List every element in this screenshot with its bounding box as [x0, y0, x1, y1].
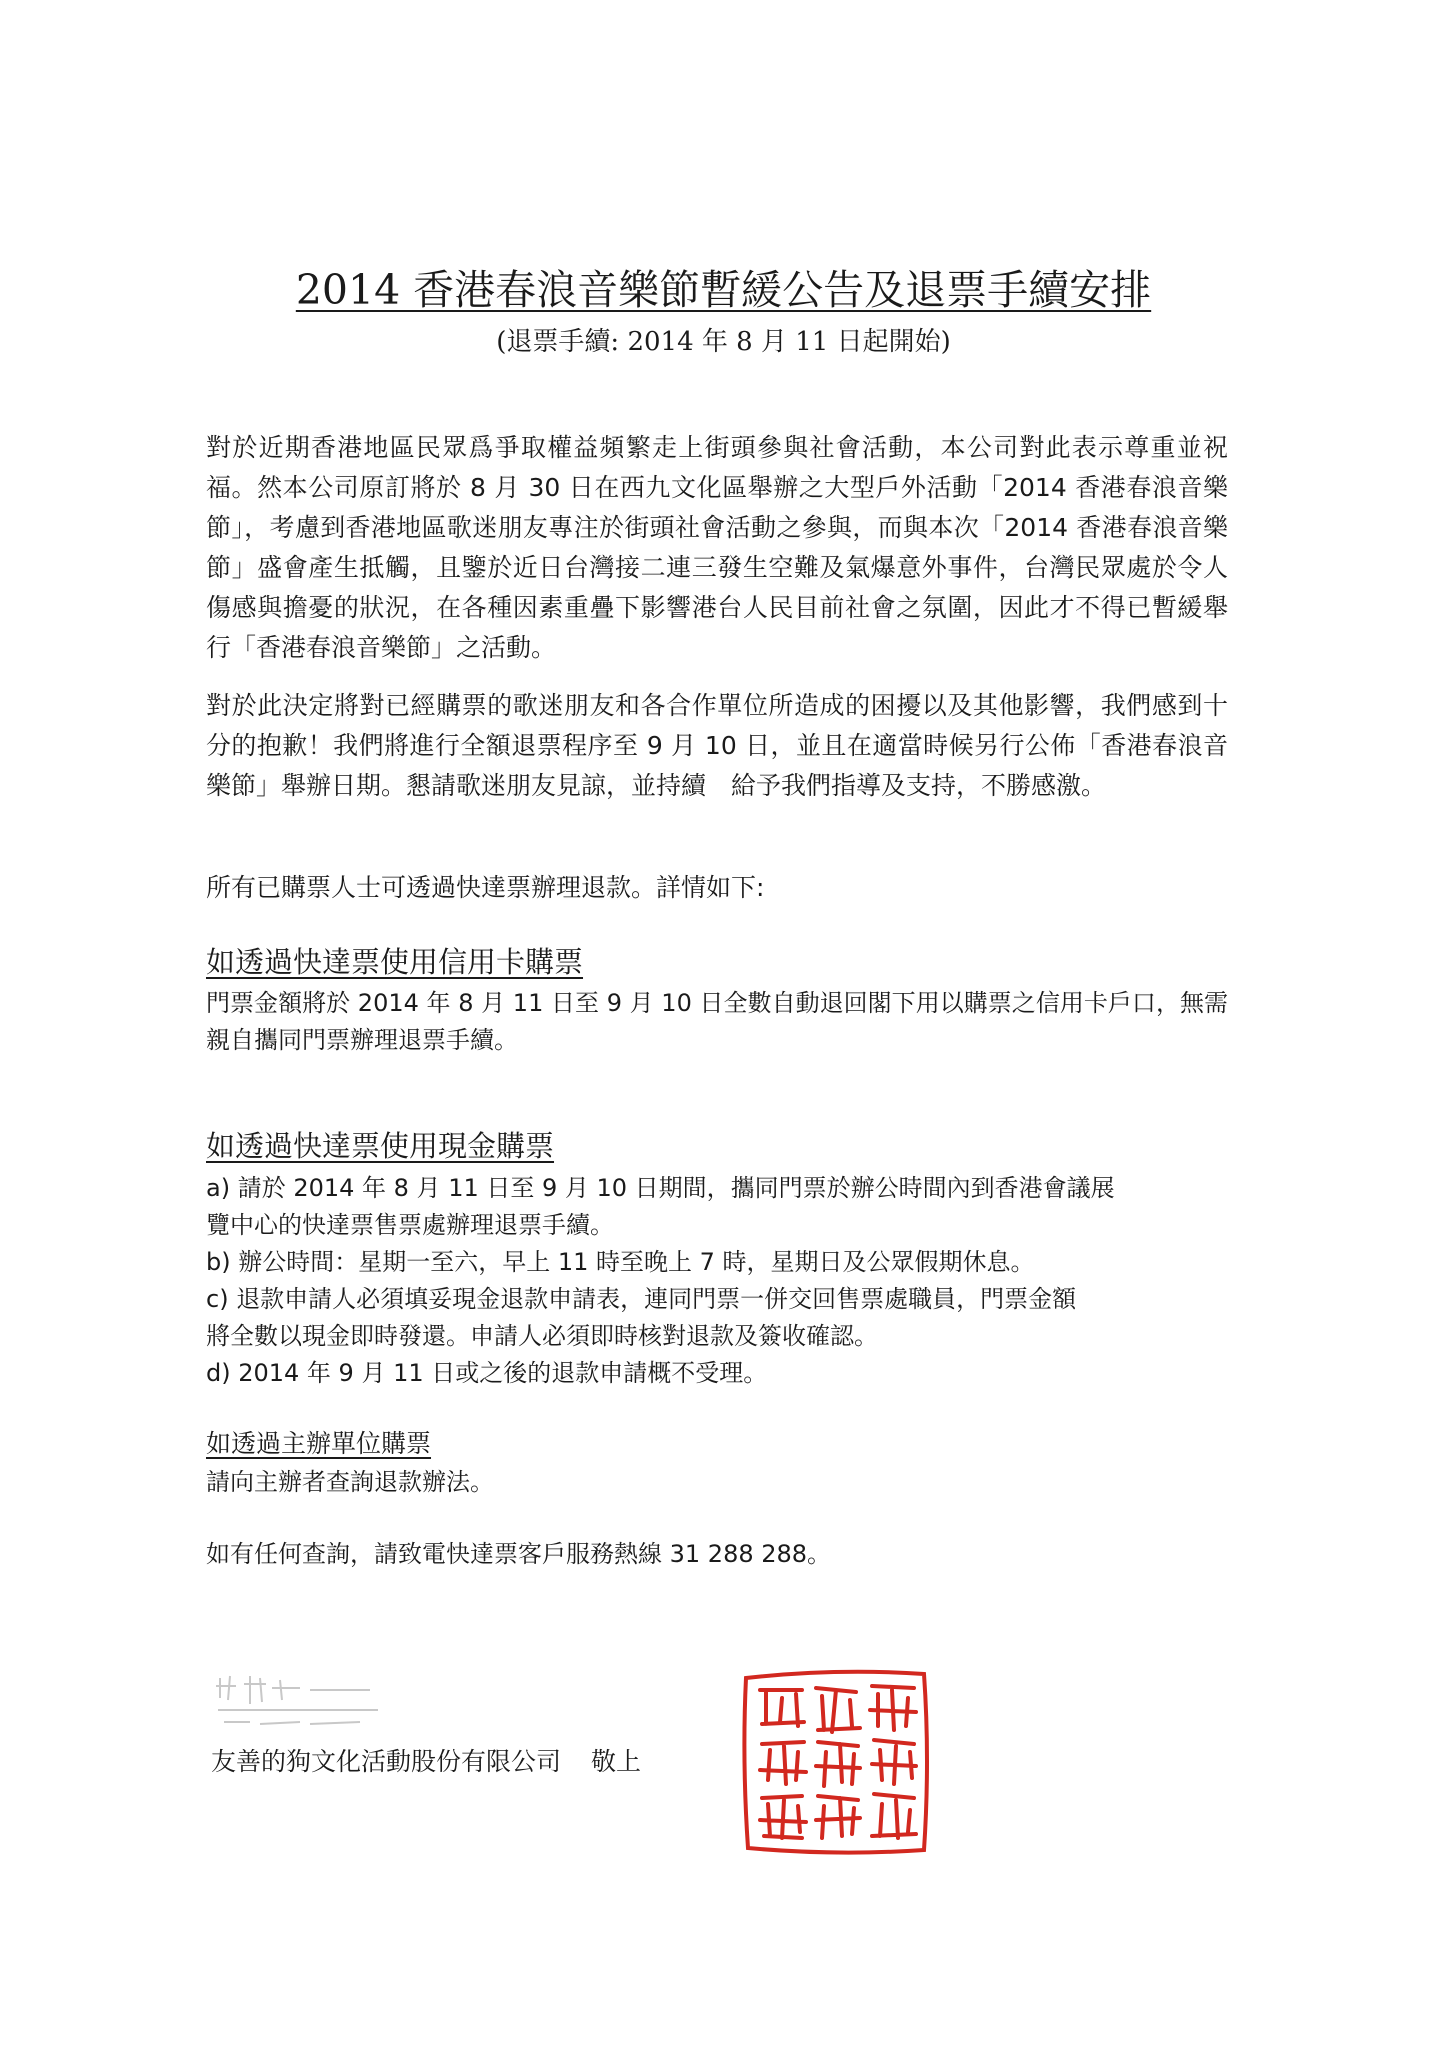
cash-line-a: a) 請於 2014 年 8 月 11 日至 9 月 10 日期間，攜同門票於辦公時間內到香港會議展	[206, 1174, 1115, 1202]
closing-word: 敬上	[591, 1747, 642, 1776]
document-subtitle: (退票手續: 2014 年 8 月 11 日起開始)	[496, 327, 951, 357]
signature-line	[211, 1742, 641, 1782]
cash-line-b: b) 辦公時間：星期一至六，早上 11 時至晚上 7 時，星期日及公眾假期休息。	[206, 1248, 1035, 1276]
heading-organizer: 如透過主辦單位購票	[206, 1429, 432, 1458]
company-name: 友善的狗文化活動股份有限公司	[211, 1747, 562, 1776]
heading-credit-card: 如透過快達票使用信用卡購票	[206, 945, 584, 979]
organizer-body: 請向主辦者查詢退款辦法。	[206, 1468, 494, 1496]
document-title: 2014 香港春浪音樂節暫緩公告及退票手續安排	[295, 266, 1152, 314]
cash-line-a-cont: 覽中心的快達票售票處辦理退票手續。	[206, 1211, 614, 1239]
enquiry-line: 如有任何查詢，請致電快達票客戶服務熱線 31 288 288。	[206, 1540, 832, 1568]
paragraph-apology: 對於此決定將對已經購票的歌迷朋友和各合作單位所造成的困擾以及其他影響，我們感到十分的抱歉！我們將進行全額退票程序至 9 月 10 日，並且在適當時候另行公佈「香港春浪音樂節」舉辦日期。懇請歌迷朋友見諒，並持續 給予我們指導及支持，不勝感激。	[206, 691, 1228, 800]
paragraph-refund-intro: 所有已購票人士可透過快達票辦理退款。詳情如下:	[206, 873, 765, 902]
heading-cash: 如透過快達票使用現金購票	[206, 1129, 555, 1163]
company-seal-stamp	[732, 1660, 940, 1864]
cash-line-c-cont: 將全數以現金即時發還。申請人必須即時核對退款及簽收確認。	[206, 1322, 878, 1350]
cash-line-d: d) 2014 年 9 月 11 日或之後的退款申請概不受理。	[206, 1359, 768, 1387]
credit-card-body: 門票金額將於 2014 年 8 月 11 日至 9 月 10 日全數自動退回閣下用以購票之信用卡戶口，無需親自攜同門票辦理退票手續。	[206, 989, 1228, 1054]
paragraph-postponement: 對於近期香港地區民眾爲爭取權益頻繁走上街頭參與社會活動，本公司對此表示尊重並祝福。然本公司原訂將於 8 月 30 日在西九文化區舉辦之大型戶外活動「2014 香港春浪音樂節」，考慮到香港地區歌迷朋友專注於街頭社會活動之參與，而與本次「2014 香港春浪音樂節」盛會產生抵觸，且鑒於近日台灣接二連三發生空難及氣爆意外事件，台灣民眾處於令人傷感與擔憂的狀況，在各種因素重疊下影響港台人民目前社會之氛圍，因此才不得已暫緩舉行「香港春浪音樂節」之活動。	[206, 433, 1228, 662]
cash-line-c: c) 退款申請人必須填妥現金退款申請表，連同門票一併交回售票處職員，門票金額	[206, 1285, 1077, 1313]
faded-signature-mark	[210, 1664, 385, 1736]
